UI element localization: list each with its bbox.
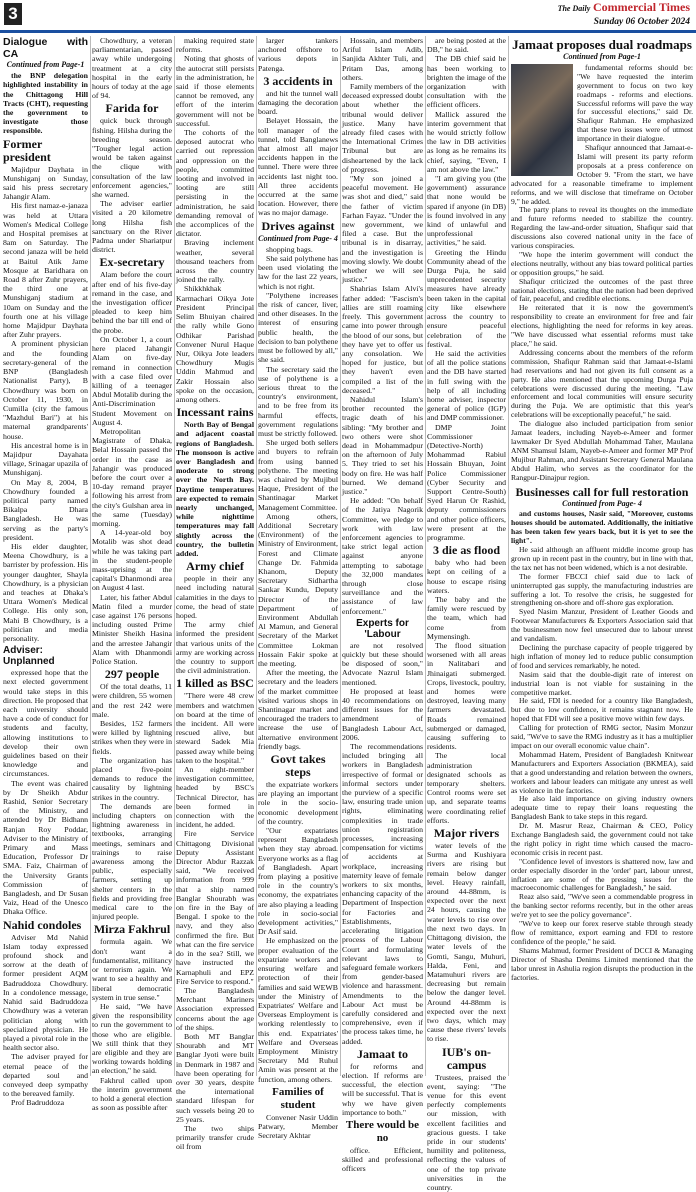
paragraph: Nahidul Islam's brother recounted the tragic death of his sibling: "My brother and two others were shot dead in Mohammadpur on the afternoon of July 5. They tried to set his body on fire. He was half burned. We demand justice." <box>342 394 423 496</box>
paragraph: DMP Joint Commissioner (Detective-North) Mohammad Rabiul Hossain Bhuyan, Joint Police Commissioner (Cyber Security and Support Centre-South) Syed Harun Or Rashid, deputy commissioners and other police officers, were present at the programme. <box>427 422 506 542</box>
paragraph: "We've to keep our forex reserve stable through steady flow of remittance, export earning and FDI to restore confidence of the people," he said. <box>511 919 693 946</box>
paragraph: Braving inclement weather, several thousand teachers from across the country joined the rally. <box>176 238 254 285</box>
paragraph: Reaz also said, "We've seen a commendable progress in the banking sector reforms recently, but in the other areas we're yet to see the policy governance". <box>511 892 693 920</box>
column-3 <box>176 36 254 1152</box>
paragraph: shopping bags. <box>266 244 313 254</box>
paragraph: Family members of the deceased expressed doubt about whether the tribunal would deliver justice. Many have already filed cases with the International Crimes Tribunal but are disheartened by the lack of progress. <box>342 82 423 174</box>
column-1 <box>3 36 88 1108</box>
column-divider <box>508 36 509 1076</box>
column-4 <box>258 36 338 1141</box>
article-headline: Govt takes steps <box>270 752 326 780</box>
paragraph: The baby and the family were rescued by the team, which had come from Mymensingh. <box>427 594 506 641</box>
paragraph: Adviser Md Nahid Islam today expressed profound shock and sorrow at the death of former president AQM Badruddoza Chowdhury. In a condolence message, Nahid said Badruddoza Chowdhury was a veteran politician along with specialized physician. He played a pivotal role in the health sector also. <box>3 932 88 1053</box>
paragraph: formula again. We don't want a fundamentalist, militancy or terrorism again. We want to see a healthy and liberal democratic system in true sense." <box>92 937 172 1002</box>
paragraph: The local administration designated schools as temporary shelters. Control rooms were set up, and separate teams were coordinating relief efforts. <box>427 751 506 825</box>
paragraph: After the meeting, the secretary and the leaders of the market committee visited various shops in Shantinagar market and encouraged the traders to increase the use of alternative environment friendly bags. <box>258 668 338 751</box>
paragraph: Shafiqur announced that Jamaat-e-Islami will present its party reform proposals at a press conference on October 9. "From the start, we have advocated for a reasonable timeframe to implement reforms, and we will disclose that timeframe on October 9," he added. <box>511 143 693 206</box>
column-divider <box>425 36 426 1076</box>
article-headline: Adviser: Unplanned <box>3 645 55 668</box>
paragraph: people in their any need including natural calamities in the days to come, the head of state hoped. <box>176 574 254 620</box>
paragraph: She said polythene has been used violating the law for the last 22 years, which is not right. <box>258 254 338 291</box>
article-headline: 1 killed as BSC <box>176 676 254 691</box>
paragraph: An eight-member investigation committee, headed by BSC's Technical Director, has been formed in connection with the incident, he added. <box>176 765 254 830</box>
paragraph: The two ships primarily transfer crude oil from <box>176 1123 254 1152</box>
article-headline: Drives against <box>261 218 335 233</box>
paragraph: The DB chief said he has been working to brighten the image of the organization with consultation with the efficient officers. <box>427 54 506 110</box>
paragraph: "Polythene increases the risk of cancer, liver, and other diseases. In the interest of ensuring public health, the decision to ban polythene must be followed by all," she said. <box>258 290 338 365</box>
continued-note: Continued from Page- 4 <box>562 498 642 508</box>
paragraph: water levels of the Surma and Kushiyara rivers are rising but remain below danger level. Heavy rainfall, around 44-88mm, is expected over the next 24 hours, causing the water levels to rise over the next two days. In Chittagong division, the water levels of the Gomti, Sangu, Muhuri, Halda, Feni, and Matamuhuri rivers are decreasing but remain below the danger level. Around 44-88mm is expected over the next two days, which may cause these rivers' levels to rise. <box>427 841 506 1044</box>
paragraph: Dr. M. Masrur Reaz, Chairman & CEO, Policy Exchange Bangladesh said, the government could not take the right policy in right time which caused the macro-economic crisis in recent past. <box>511 821 693 857</box>
paragraph: Convener Nasir Uddin Patwary, Member Secretary Akhtar <box>258 1112 338 1141</box>
paragraph: baby who had been kept on ceiling of a house to escape rising waters. <box>427 558 506 595</box>
paragraph: The secretary said the use of polythene is a serious threat to the country's environment, and to be free from its harmful effects, government regulations must be strictly followed. <box>258 364 338 438</box>
article-headline: Incessant rains <box>176 405 254 420</box>
paragraph: Trustees, praised the event, saying: "The venue for this event perfectly complements our mission, with excellent facilities and gracious guests. I take pride in our students' humility and politeness, reflecting the values of one of the top private universities in the country. <box>427 1072 506 1192</box>
paragraph: A 14-year-old boy Motalib was shot dead while he was taking part in the student-people mass-uprising at the capital's Dhanmondi area on August 4 last. <box>92 528 172 593</box>
paragraph: On October 1, a court here placed Jahangir Alam on five-day remand in connection with a case filed over killing of a teenager Abdul Motalib during the Anti-Discrimination Student Movement on August 4. <box>92 334 172 427</box>
paragraph: "Confidence level of investors is shattered now, law and order especially disorder in the 'order' part, labour unrest, inflation are some of the pressing issues for the macroeconomic challenges for Bangladesh," he said. <box>511 856 693 893</box>
paragraph: Majidpur Dayhata in Munshiganj on Sunday, said his press secretary Jahangir Alam. <box>3 164 88 202</box>
paragraph: Shikkhkhak Karmachari Oikya Jote President Principal Selim Bhuiyan chaired the rally while Gono Odhikar Parishad Convener Nurul Haque Nur, Oikya Jote leaders Chowdhury Mugis Uddin Mahmud and Zakir Hossain also spoke on the occasion, among others. <box>176 284 254 404</box>
paragraph: Chowdhury, a veteran parliamentarian, passed away while undergoing treatment at a city hospital in the early hours of today at the age of 94. <box>92 36 172 101</box>
paragraph: He reiterated that it is now the government's responsibility to create an environment for free and fair elections, highlighting the need for reforms in key areas. "We have discussed what essential reforms must take place," he said. <box>511 303 693 348</box>
article-headline: There would be no <box>345 1118 420 1144</box>
paragraph: Hossain, and members Ariful Islam Adib, Sanjida Akhter Tuli, and Pritam Das, among others. <box>342 36 423 82</box>
paragraph: North Bay of Bengal and adjacent coastal regions of Bangladesh. The monsoon is active over Bangladesh and moderate to strong over the North Bay. Daytime temperatures are expected to remain nearly unchanged, while nighttime temperatures may fall slightly across the country, the bulletin added. <box>176 420 254 558</box>
paragraph: The Bangladesh Merchant Mariners Association expressed concerns about the age of the ships. <box>176 985 254 1032</box>
paragraph: "I am giving you (the government) assurance that none would be spared if anyone (in DB) is found involved in any kind of unlawful and unprofessional activities," he said. <box>427 174 506 248</box>
column-7 <box>511 36 693 1076</box>
paragraph: are being posted at the DB," he said. <box>427 36 506 55</box>
paragraph: The party plans to reveal its thoughts on the immediate and future reforms needed to stabilize the country. Regarding the law-and-order situation, Shafiqur said that discussions also covered national unity in the face of various conspiracies. <box>511 205 693 251</box>
paragraph: Fire Service Chittagong Divisional Deputy Assistant Director Abdur Razzak said, "We received information from 999 that a ship named Banglar Shourabh was on fire in the Bay of Bengal. I spoke to the navy, and they also confirmed the fire. But what can the fire service do in the sea? Still, we have instructed the Karnaphuli and EPZ Fire Service to respond." <box>176 829 254 986</box>
paragraph: Mohammad Hatem, President of Bangladesh Knitwear Manufacturers and Exporters Association (BKMEA), said that a good understanding and relation between the owners, workers and labour leaders can mitigate any unrest as well as violence in the factories. <box>511 749 693 795</box>
paragraph: The adviser prayed for eternal peace of the departed soul and conveyed deep sympathy to the bereaved family. <box>3 1052 88 1099</box>
paragraph: Shafiqur criticized the outcomes of the past three national elections, stating that the nation had been deprived of fair, peaceful, and credible elections. <box>511 276 693 304</box>
paragraph: for reforms and election. If reforms are successful, the election will be successful. That is why we have given importance to both." <box>342 1061 423 1117</box>
paragraph: making required state reforms. <box>176 36 254 55</box>
paragraph: The demands are including chapters on lightning awareness in textbooks, arranging meetings, seminars and trainings to raise awareness among the public, especially farmers, setting up shelter centers in the fields and providing free medical care to the injured people. <box>92 801 172 922</box>
column-divider <box>90 36 91 1076</box>
paragraph: Both MT Banglar Shourabh and MT Banglar Jyoti were built in Denmark in 1987 and have been operating for over 30 years, despite the international standard lifespan for such vessels being 20 to 25 years. <box>176 1031 254 1124</box>
paragraph: Greeting the Hindu Community ahead of the Durga Puja, he said unprecedented security measures have already been taken in the capital city like elsewhere across the country to ensure peaceful celebration of the festival. <box>427 247 506 349</box>
paragraph: Prof Badruddoza <box>11 1098 65 1108</box>
masthead-prefix: The Daily <box>557 4 591 13</box>
article-headline: Mirza Fakhrul <box>93 922 171 937</box>
article-headline: Jamaat proposes dual roadmaps <box>512 37 692 52</box>
paragraph: Calling for protection of RMG sector, Nasim Monzur said, "We've to save the RMG industry as it has a multiplier impact on our overall economic value chain". <box>511 723 693 750</box>
article-headline: IUB's on-campus <box>441 1044 491 1072</box>
masthead <box>558 1 690 28</box>
paragraph: Declining the purchase capacity of people triggered by high inflation of money led to reduce public consumption of food and services remarkably, he noted. <box>511 643 693 670</box>
paragraph: fundamental reforms should be: "We have requested the interim government to focus on two key roadmaps - reforms and elections. Successful reforms will pave the way for successful elections," said Dr. Shafiqur Rahman. He emphasized that these two issues were of utmost importance in their dialogue. <box>577 62 693 144</box>
paragraph: He said the activities of all the police stations and the DB have started in full swing with the help of all including home adviser, inspector general of police (IGP) and DMP commissioner. <box>427 348 506 423</box>
article-headline: 3 die as flood <box>432 543 500 558</box>
article-headline: Dialogue with CA <box>3 36 88 60</box>
paragraph: Noting that ghosts of the autocrat still persists in the administration, he said if those elements cannot be removed, any effort of the interim government will not be successful. <box>176 54 254 128</box>
continued-note: Continued from Page-1 <box>563 52 641 61</box>
paragraph: The cohorts of the deposed autocrat who carried out repression and oppression on the people, committed looting and involved in looting are still persisting in the administration, he said demanding removal of the accomplices of the dictator. <box>176 128 254 239</box>
paragraph: She urged both sellers and buyers to refrain from using banned polythene. The meeting was chaired by Mujibul Haque, President of the Shantinagar Market Management Committee. <box>258 438 338 512</box>
paragraph: "We hope the interim government will conduct the elections neutrally, without any bias toward political parties or opposition groups," he said. <box>511 249 693 277</box>
column-divider <box>340 36 341 1076</box>
paragraph: He said, FDI is needed for a country like Bangladesh, but due to low confidence, it remains stagnant now. He hoped that FDI will see a positive move within few days. <box>511 696 693 724</box>
paragraph: He proposed at least 40 recommendations on different issues for the amendment of Bangladesh Labour Act, 2006. <box>342 686 423 742</box>
article-headline: 297 people <box>104 667 160 682</box>
masthead-title: Commercial Times <box>593 0 690 14</box>
paragraph: He emphasized on the proper evaluation of the expatriate workers and ensuring welfare and protection of their families and said WEWB under the Ministry of Expatriates' Welfare and Overseas Employment is working relentlessly to this end. Expatriates' Welfare and Overseas Employment Ministry Secretary Md Ruhul Amin was present at the function, among others. <box>258 936 338 1084</box>
paragraph: His first namaz-e-janaza was held at Uttara Women's Medical College and Hospital premises at 8am on Saturday. The second janaza will be held at Baitul Atik Jame Mosque at Baridhara on Road 8 after Zuhr prayers, the third one at Munshiganj stadium at 10am on Sunday and the fourth one at his village home Majidpur Dayhata after Zuhr prayers. <box>3 201 88 340</box>
article-headline: Ex-secretary <box>99 255 165 270</box>
article-headline: Jamaat to <box>357 1046 408 1061</box>
article-headline: Nahid condoles <box>3 917 82 932</box>
article-headline: Farida for <box>105 101 159 116</box>
paragraph: He added: "On behalf of the Jatiya Nagorik Committee, we pledge to work with law enforcement agencies to take strict legal action against anyone attempting to sabotage the 32,000 mandates through close surveillance and the assistance of law enforcement." <box>342 496 423 616</box>
article-headline: Businesses call for full restoration <box>515 484 689 499</box>
column-5 <box>342 36 423 1174</box>
paragraph: and hit the tunnel wall damaging the decoration board. <box>258 88 338 117</box>
article-headline: Families of student <box>272 1085 324 1111</box>
paragraph: the BNP delegation highlighted instability in the Chittagong Hill Tracts (CHT), requesting the government to investigate those responsible. <box>3 71 88 136</box>
paragraph: are not resolved quickly but these should be disposed of soon," Advocate Nazrul Islam mentioned. <box>342 640 423 687</box>
column-divider <box>174 36 175 1076</box>
paragraph: The recommendations included bringing all workers in Bangladesh irrespective of formal or informal sectors under the purview of a specific law, ensuring trade union rights, eliminating complexities in trade union registration processes, increasing compensation for victims of accidents at workplace, increasing maternity leave of female workers to six months, enhancing capacity of the Department of Inspection for Factories and Establishments, accelerating litigation process of the Labour Court and formulating relevant laws to safeguard female workers from gender-based violence and harassment. Amendments to the Labour Act must be carefully considered and comprehensive, even if the process takes time, he added. <box>342 742 423 1046</box>
paragraph: Metropolitan Magistrate of Dhaka, Belal Hossain passed the order in the case as Jahangir was produced before the court over a 10-day remand prayer following his arrest from the city's Gulshan area in the same (Tuesday) morning. <box>92 426 172 528</box>
column-6 <box>427 36 506 1192</box>
paragraph: The army chief informed the president that various units of the army are working across the country to support the civil administration. <box>176 620 254 676</box>
paragraph: The adviser earlier visited a 20 kilometre long Hilsha fish sanctuary on the River Padma under Shariatpur district. <box>92 199 172 255</box>
paragraph: Fakhrul called upon the interim government to hold a general election as soon as possible after <box>92 1075 172 1113</box>
paragraph: A prominent physician and the founding secretary-general of the BNP (Bangladesh Nationalist Party), B Chowdhury was born on October 11, 1930, in Cumilla (city the famous "Mazhdul Bari") at his maternal grandparents' house. <box>3 339 88 441</box>
paragraph: Addressing concerns about the members of the reform commission, Shafiqur Rahman said that Jamaat-e-Islami had reservations and had not given its full consent as a party. He also mentioned that the upcoming Durga Puja celebrations were discussed during the meeting. "Law enforcement and local communities will ensure security during the Puja. We are optimistic that this year's celebrations will be exceptionally peaceful," he said. <box>511 347 693 420</box>
continued-note: Continued from Page- 4 <box>258 233 338 243</box>
paragraph: Of the total deaths, 11 were children, 55 women and the rest 242 were male. <box>92 682 172 719</box>
paragraph: The event was chaired by Dr Sheikh Abdur Rashid, Senior Secretary of the Ministry, and attended by Dr Bidhann Ranjan Roy Poddar, Adviser to the Ministry of Primary and Mass Education, Professor Dr SMA. Faiz, Chairman of the University Grants Commission of Bangladesh, and Dr Susan Vaiz, Head of the Unesco Dhaka Office. <box>3 778 88 917</box>
paragraph: Shams Mahmud, former President of DCCI & Managing Director of Shasha Denims Limited mentioned that the labor unrest in Ashulia region disrupts the production in the factories. <box>511 945 693 982</box>
paragraph: His elder daughter, Meena Chowdhury, is a barrister by profession. His younger daughter, Shayla Chowdhury, is a physician and teaches at Dhaka's Uttara Women's Medical College. His only son, Mahi B Chowdhury, is a politician and media personality. <box>3 541 88 643</box>
header-rule <box>0 30 696 33</box>
paragraph: The dialogue also included participation from senior Jamaat leaders, including Nayeb-e-Ameer and former lawmaker Dr Syed Abdullah Mohammad Taher, Maulana ANM Shamsul Islam, Nayeb-e-Ameer and former MP Prof Mujibur Rahman, and Assistant Secretary General Maulana Abdul Halim, who serves as the coordinator for the Rangpur-Dinajpur region. <box>511 419 693 482</box>
paragraph: Shahrias Islam Alvi's father added: "Fascism's allies are still roaming freely. This government came into power through the blood of our sons, but they have yet to offer us any consolation. We hoped for justice, but they haven't even compiled a list of the deceased." <box>342 284 423 395</box>
paragraph: The organization has placed five-point demands to reduce the causality by lightning strikes in the country. <box>92 755 172 802</box>
paragraph: Later, his father Abdul Matin filed a murder case against 176 persons including ousted Prime Minister Sheikh Hasina and the arrestee Jahangir Alam with Dhanmondi Police Station. <box>92 592 172 666</box>
paragraph: "My son joined a peaceful movement. He was shot and died," said the father of victim Farhan Fayaz. "Under the new government, we filed a case. But the tribunal is in disarray, and the investigation is moving slowly. We doubt whether we will see justice." <box>342 174 423 285</box>
article-headline: Army chief <box>186 559 244 574</box>
paragraph: "Our expatriates represent Bangladesh when they stay abroad. Everyone works as a flag of Bangladesh. Apart from playing a positive role in the country's economy, the expatriates are also playing a leading role in socio-social development activities," Dr Asif said. <box>258 826 338 937</box>
article-headline: Former president <box>3 136 51 164</box>
column-2 <box>92 36 172 1113</box>
paragraph: and customs houses, Nasir said, "Moreover, customs houses should be automated. Additionally, the initiative has been taken few years back, but it is yet to see the light". <box>511 509 693 546</box>
paragraph: The flood situation worsened with all areas in Nalitabari and Jhinaigati submerged. Crops, livestock, poultry, and homes were destroyed, leaving many farmers devastated. Roads remained submerged or damaged, causing suffering to residents. <box>427 641 506 752</box>
page-header <box>0 0 696 32</box>
paragraph: the expatriate workers are playing an important role in the socio-economic development of the country. <box>258 780 338 826</box>
article-headline: Experts for 'Labour <box>356 617 409 640</box>
column-divider <box>256 36 257 1076</box>
paragraph: Besides, 152 farmers were killed by lightning strikes when they were in fields. <box>92 719 172 756</box>
paragraph: Syed Nasim Manzur, President of Leather Goods and Footwear Manufacturers & Exporters Association said that the businessmen now feel unsecured due to labour unrest and vandalism. <box>511 607 693 644</box>
paragraph: quick buck through fishing. Hilsha during the breeding season. "Tougher legal action would be taken against the clique with consultation of the law enforcement agencies," she warned. <box>92 116 172 200</box>
paragraph: His ancestral home is in Majidpur Dayahata village, Srinagar upazila of Munshiganj. <box>3 440 88 478</box>
article-headline: Major rivers <box>433 826 500 841</box>
paragraph: Belayet Hossain, the toll manager of the tunnel, told Banglanews that almost all major accidents happen in the tunnel. There were three accidents last night too. All three accidents occurred at the same location. However, there was no major damage. <box>258 116 338 218</box>
continued-note: Continued from Page-1 <box>6 60 85 69</box>
paragraph: larger tankers anchored offshore to various depots in Patenga. <box>258 36 338 73</box>
paragraph: The former FBCCI chief said due to lack of uninterrupted gas supply, the manufacturing industries are suffering a lot. To resolve the crisis, he suggested for strengthening on-shore and off-shore gas exploration. <box>511 571 693 608</box>
page-number: 3 <box>4 3 22 25</box>
article-photo <box>511 64 573 176</box>
paragraph: Nasim said that the double-digit rate of interest on industrial loan is not viable for sustaining in the competitive market. <box>511 669 693 697</box>
paragraph: Alam before the court after end of his five-day remand in the case, and the investigation officer pleaded to keep him behind the bar till end of the probe. <box>92 270 172 335</box>
paragraph: "There were 48 crew members and watchmen on board at the time of the incident. All were rescued alive, but steward Sadek Mia passed away while being taken to the hospital." <box>176 691 254 765</box>
paragraph: He said, "We have given the responsibility to run the government to those who are eligible. We still think that they are eligible and they are working towards holding an election," he said. <box>92 1001 172 1076</box>
paragraph: expressed hope that the next elected government would take steps in this direction. He proposed that each university should have a code of conduct for students and faculty, allowing institutions to develop their own guidelines based on their knowledge and circumstances. <box>3 668 88 779</box>
paragraph: He also laid importance on giving industry owners adequate time to repay their loans requesting the Bangladesh Bank to take steps in this regard. <box>511 794 693 822</box>
paragraph: He said although an affluent middle income group has grown up in recent past in the country, but in line with that, the tax net has not been widened, which is a not desirable. <box>511 545 693 572</box>
article-headline: 3 accidents in <box>263 73 333 88</box>
paragraph: office. Efficient, skilled and professional officers <box>342 1145 423 1174</box>
paragraph: On May 8, 2004, B Chowdhury founded a political party named Bikalpa Dhara Bangladesh. He was serving as the party's president. <box>3 477 88 542</box>
paragraph: Among others, Additional Secretary (Environment) of the Ministry of Environment, Forest and Climate Change Dr. Fahmida Khanom, Deputy Secretary Sidhartha Sankar Kundu, Deputy Director of the Department of Environment Abdullah Al Mamun, and General Secretary of the Market Committee Lokman Hossain Fakir spoke at the meeting. <box>258 511 338 668</box>
issue-date: Sunday 06 October 2024 <box>593 17 690 27</box>
paragraph: Mallick assured the interim government that he would strictly follow the law in DB activities as long as he remains its chief, saying, "Even, I am not above the law." <box>427 109 506 174</box>
